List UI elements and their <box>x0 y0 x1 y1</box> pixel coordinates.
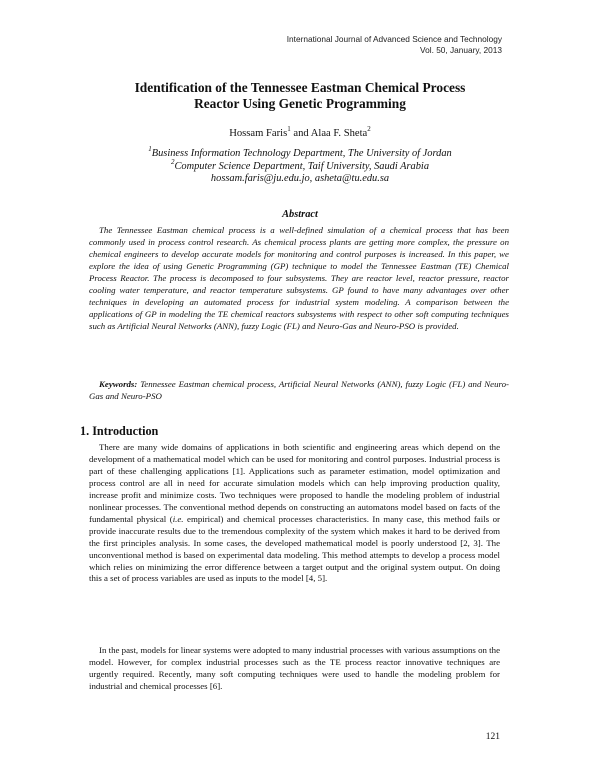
intro-p1-ie: i.e. <box>172 513 184 524</box>
author-1: Hossam Faris <box>229 128 288 139</box>
abstract-body: The Tennessee Eastman chemical process is a well-defined simulation of a chemical process that has been commonly used in process control research. As chemical process plants are getting more complex, the pressure on chemical engineers to develop accurate models for monitoring and control purposes is increased. In this paper, we explore the idea of using Genetic Programming (GP) technique to model the Tennessee Eastman (TE) Chemical Process Reactor. The process is decomposed to four subsystems. They are reactor level, reactor pressure, reactor cooling water temperature, and reactor temperature subsystems. GP found to have many advantages over other techniques in developing an automated process for industrial system modeling. A comparison between the applications of GP in modeling the TE chemical reactors subsystems with respect to other soft computing techniques such as Artificial Neural Networks (ANN), fuzzy Logic (FL) and Neuro-Gas and Neuro-PSO is provided. <box>89 225 509 331</box>
journal-volume: Vol. 50, January, 2013 <box>420 45 502 55</box>
author-emails: hossam.faris@ju.edu.jo, asheta@tu.edu.sa <box>210 173 390 184</box>
affiliation-1-sup: 1 <box>148 145 152 153</box>
author-line <box>80 125 520 139</box>
paper-title <box>80 80 520 111</box>
section-heading-introduction: 1. Introduction <box>80 424 159 438</box>
journal-name: International Journal of Advanced Science and Technology <box>286 34 502 44</box>
affiliation-1-text: Business Information Technology Department, The University of Jordan <box>151 148 452 159</box>
author-and: and <box>290 128 311 139</box>
author-2-sup: 2 <box>367 125 371 133</box>
author-1-sup: 1 <box>287 125 291 133</box>
author-2: Alaa F. Sheta <box>310 128 368 139</box>
keywords-text: Tennessee Eastman chemical process, Artificial Neural Networks (ANN), fuzzy Logic (FL) and Neuro-Gas and Neuro-PSO <box>89 379 509 401</box>
journal-header <box>287 34 502 56</box>
intro-paragraph-2: In the past, models for linear systems were adopted to many industrial processes with various assumptions on the model. However, for complex industrial processes such as the TE process reactor innovative techniques are urgently required. Recently, many soft computing techniques were used to handle the modeling problem for industrial and chemical processes [6]. <box>89 645 500 691</box>
intro-p1-part-a: There are many wide domains of applications in both scientific and engineering areas which depend on the development of a mathematical model which can be used for monitoring and control purposes. Industrial process is part of these challenging applications [1]. Applications such as parameter estimation, model optimization and process control are all in need for accurate simulation models which can help improving production quality, increase profit and minimize costs. Two techniques were proposed to handle the modeling problem of industrial nonlinear processes. The conventional method depends on constructing an automatons model based on facts of the fundamental physical ( <box>89 442 500 524</box>
intro-paragraph-1 <box>89 442 500 585</box>
affiliation-1 <box>80 145 520 161</box>
affiliation-2-text: Computer Science Department, Taif University, Saudi Arabia <box>174 160 430 172</box>
keywords <box>89 378 509 402</box>
page-number: 121 <box>485 732 500 742</box>
keywords-label: Keywords: <box>99 379 138 389</box>
intro-p1-part-b: empirical) and chemical processes characteristics. In many case, this method fails or provide inaccurate results due to the tremendous complexity of the system which makes it hard to be derived from the first principles analysis. In some cases, the developed mathematical model is poorly understood [2, 3]. The unconventional method is based on experimental data modeling. This method attempts to develop a process model which relies on minimizing the error difference between a target output and the original system output. On doing this a set of process variables are used as inputs to the model [4, 5]. <box>89 513 500 584</box>
abstract-heading: Abstract <box>282 209 318 220</box>
affiliation-2-sup: 2 <box>170 157 175 166</box>
affiliation-2 <box>80 157 520 174</box>
title-line-1: Identification of the Tennessee Eastman Chemical Process <box>134 80 466 95</box>
title-line-2: Reactor Using Genetic Programming <box>194 95 406 111</box>
affiliations <box>80 145 520 186</box>
